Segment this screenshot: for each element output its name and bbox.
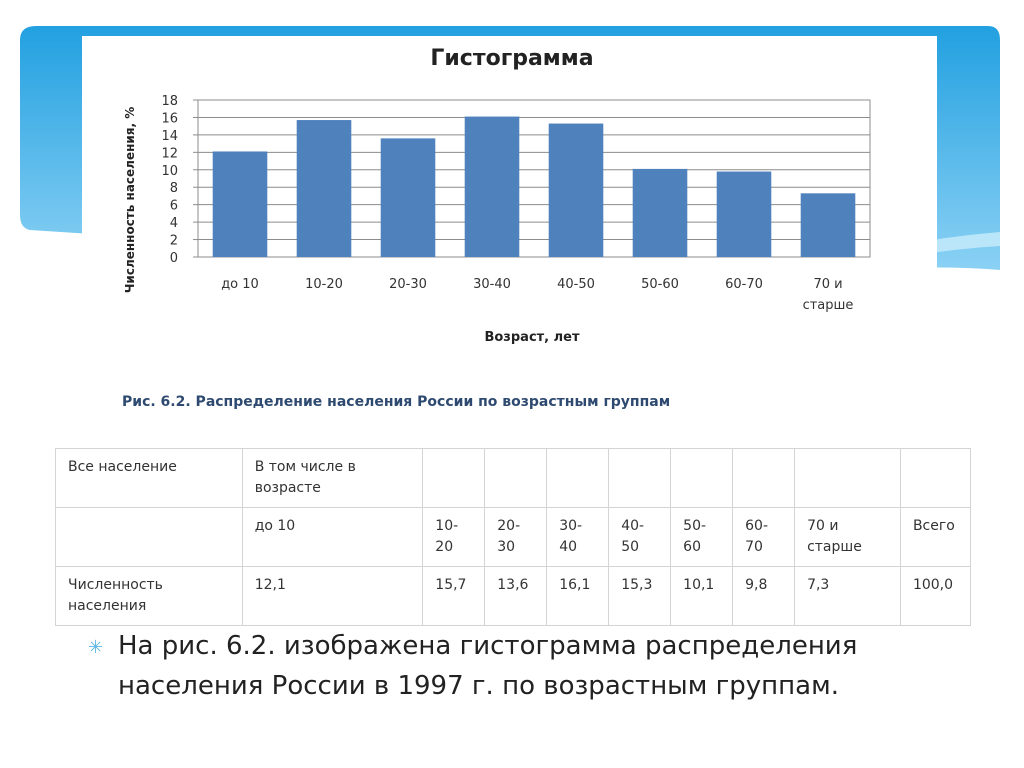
table-cell: 60-70 [733, 508, 795, 567]
bar [633, 169, 688, 257]
bar [717, 172, 772, 257]
population-table [55, 448, 971, 626]
y-tick-label: 16 [161, 111, 178, 127]
table-cell: 15,7 [423, 567, 485, 626]
table-cell: 7,3 [795, 567, 901, 626]
figure-caption: Рис. 6.2. Распределение населения России по возрастным группам [122, 394, 671, 410]
y-axis-label: Численность населения, % [123, 106, 137, 294]
x-tick-label: 70 и [813, 277, 843, 292]
table-cell [900, 449, 970, 508]
table-header-row-1 [56, 449, 971, 508]
table-cell: 15,3 [609, 567, 671, 626]
x-tick-label: до 10 [221, 277, 259, 292]
bar [465, 117, 520, 257]
table-cell: 16,1 [547, 567, 609, 626]
table-cell: 9,8 [733, 567, 795, 626]
bar [549, 124, 604, 257]
table-cell: 13,6 [485, 567, 547, 626]
bar [381, 138, 436, 257]
y-tick-label: 12 [161, 146, 178, 162]
x-tick-label: старше [802, 298, 854, 313]
bullet-paragraph [88, 626, 968, 706]
table-cell [671, 449, 733, 508]
x-tick-label: 10-20 [305, 277, 343, 292]
bar [213, 151, 268, 257]
y-tick-label: 2 [169, 233, 178, 249]
table-cell [423, 449, 485, 508]
table-cell: 12,1 [242, 567, 423, 626]
bar [297, 120, 352, 257]
table-cell [609, 449, 671, 508]
chart-title: Гистограмма [430, 46, 594, 71]
y-tick-label: 4 [169, 216, 178, 232]
table-header-row-2 [56, 508, 971, 567]
table-cell: Всего [900, 508, 970, 567]
y-tick-label: 6 [169, 198, 178, 214]
table-cell: 70 и старше [795, 508, 901, 567]
table-cell: 10-20 [423, 508, 485, 567]
y-tick-label: 14 [161, 128, 178, 144]
table-cell: 10,1 [671, 567, 733, 626]
table-cell [547, 449, 609, 508]
x-tick-label: 60-70 [725, 277, 763, 292]
y-tick-label: 10 [161, 163, 178, 179]
y-tick-label: 18 [161, 94, 178, 109]
table-cell [56, 508, 243, 567]
table-cell [733, 449, 795, 508]
x-tick-label: 30-40 [473, 277, 511, 292]
table-data-row [56, 567, 971, 626]
table-cell: до 10 [242, 508, 423, 567]
x-tick-label: 50-60 [641, 277, 679, 292]
bullet-text: На рис. 6.2. изображена гистограмма распределения населения России в 1997 г. по возрастным группам. [118, 631, 858, 701]
x-tick-label: 20-30 [389, 277, 427, 292]
bullet-star-icon: ✳ [88, 637, 104, 658]
table-cell [485, 449, 547, 508]
bar [801, 193, 856, 257]
table-cell: 40-50 [609, 508, 671, 567]
table-cell: Все население [56, 449, 243, 508]
table-cell: 30-40 [547, 508, 609, 567]
table-cell: Численность населения [56, 567, 243, 626]
table-cell: 100,0 [900, 567, 970, 626]
table-cell: 20-30 [485, 508, 547, 567]
y-tick-label: 8 [169, 181, 178, 197]
table-cell: 50-60 [671, 508, 733, 567]
table-cell [795, 449, 901, 508]
table-cell: В том числе в возрасте [242, 449, 423, 508]
y-tick-label: 0 [169, 251, 178, 266]
x-axis-label: Возраст, лет [484, 330, 580, 345]
x-tick-label: 40-50 [557, 277, 595, 292]
